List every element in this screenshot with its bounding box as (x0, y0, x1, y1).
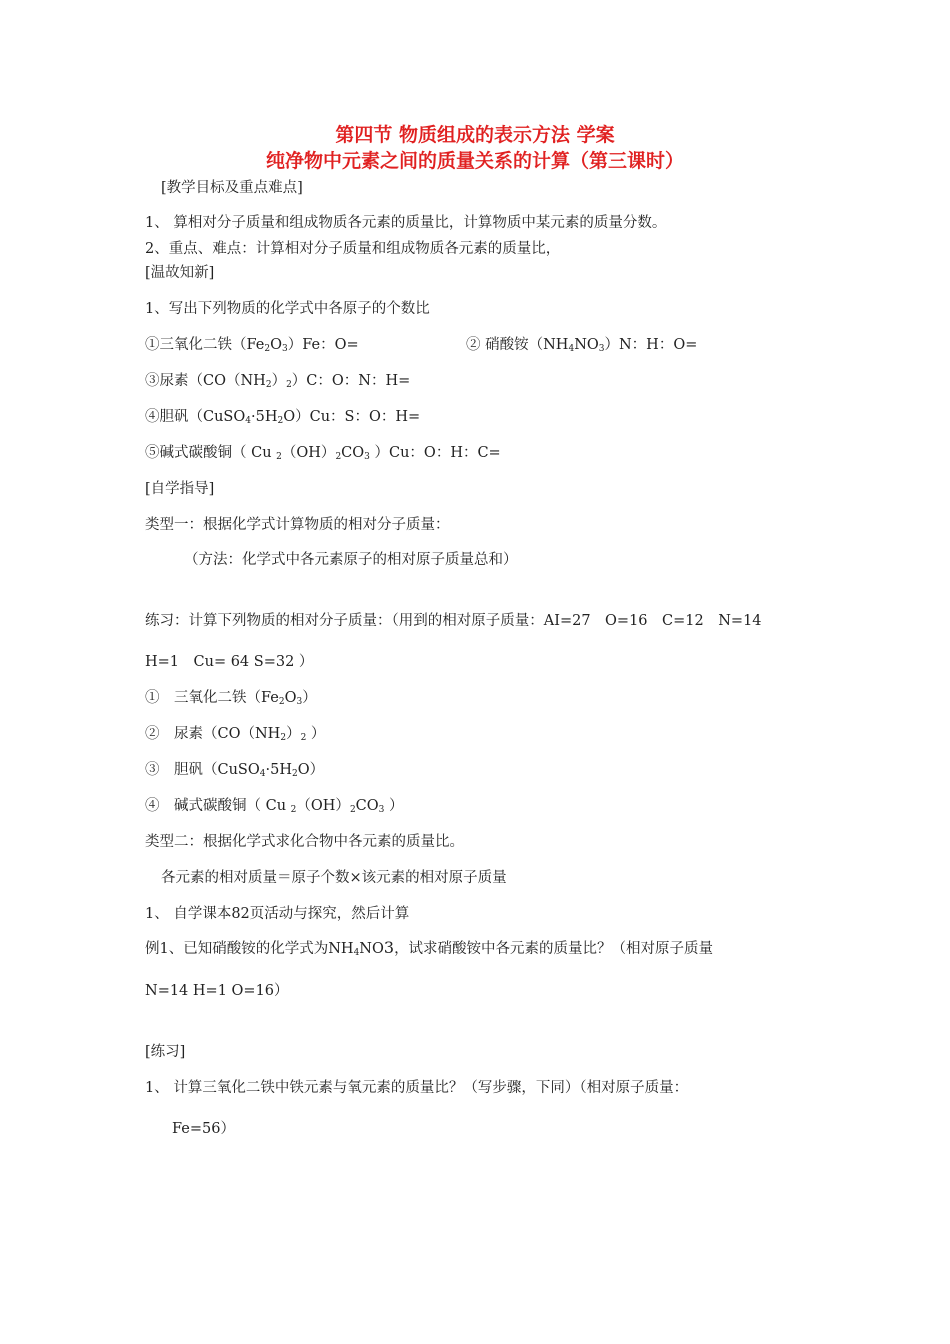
type-one-method: （方法：化学式中各元素原子的相对原子质量总和） (184, 552, 518, 568)
practice-question-1-cont: Fe=56） (172, 1121, 235, 1137)
section-goals-heading: [教学目标及重点难点] (161, 180, 303, 196)
practice-instruction: 练习：计算下列物质的相对分子质量：（用到的相对原子质量：AI=27 O=16 C=12 N=14 (145, 613, 762, 629)
review-item-2: ② 硝酸铵$(NH_4NO_3)N$：H：O= (466, 337, 698, 354)
practice-question-1: 1、 计算三氧化二铁中铁元素与氧元素的质量比？（写步骤，下同）（相对原子质量： (145, 1080, 689, 1096)
practice-item-1: ① 三氧化二铁$(Fe_2O_3)$ (145, 690, 317, 707)
review-item-1: ①三氧化二铁$(Fe_2O_3)Fe$：O= (145, 337, 359, 354)
doc-subtitle: 纯净物中元素之间的质量关系的计算（第三课时） (265, 150, 684, 172)
type-one-heading: 类型一：根据化学式计算物质的相对分子质量： (145, 517, 450, 533)
example-1-cont: N=14 H=1 O=16） (145, 983, 289, 999)
review-question: 1、写出下列物质的化学式中各原子的个数比 (145, 301, 430, 317)
practice-instruction-cont: H=1 Cu= 64 S=32 ） (145, 654, 314, 670)
practice-item-3: ③ 胆矾$(CuSO_4\cdot 5H_2O)$ (145, 762, 325, 779)
practice-item-4: ④ 碱式碳酸铜（ Cu $_2(OH)_2CO_3$ ） (145, 798, 404, 815)
review-item-5: ⑤碱式碳酸铜（ Cu $_2(OH)_2CO_3$ ）Cu：O：H：C= (145, 445, 501, 462)
type-two-formula: 各元素的相对质量＝原子个数×该元素的相对原子质量 (161, 870, 507, 886)
goal-item-1: 1、 算相对分子质量和组成物质各元素的质量比，计算物质中某元素的质量分数。 (145, 215, 667, 231)
section-practice-heading: [练习] (145, 1044, 186, 1060)
type-two-heading: 类型二：根据化学式求化合物中各元素的质量比。 (145, 834, 464, 850)
review-item-4: ④胆矾$(CuSO_4\cdot 5H_2O)Cu$：S：O：H= (145, 409, 421, 426)
doc-title: 第四节 物质组成的表示方法 学案 (335, 124, 615, 146)
goal-item-2: 2、重点、难点：计算相对分子质量和组成物质各元素的质量比， (145, 241, 561, 257)
section-review-heading: [温故知新] (145, 265, 215, 281)
section-self-study-heading: [自学指导] (145, 481, 215, 497)
self-study-item-1: 1、 自学课本82页活动与探究，然后计算 (145, 906, 410, 922)
review-item-3: ③尿素$(CO(NH_2)_2)C$：O：N：H= (145, 373, 411, 390)
example-1: 例1、已知硝酸铵的化学式为$NH_4NO3$，试求硝酸铵中各元素的质量比？（相对原子质量 (145, 938, 714, 958)
practice-item-2: ② 尿素（$CO(NH_2)_2$ ） (145, 726, 326, 743)
